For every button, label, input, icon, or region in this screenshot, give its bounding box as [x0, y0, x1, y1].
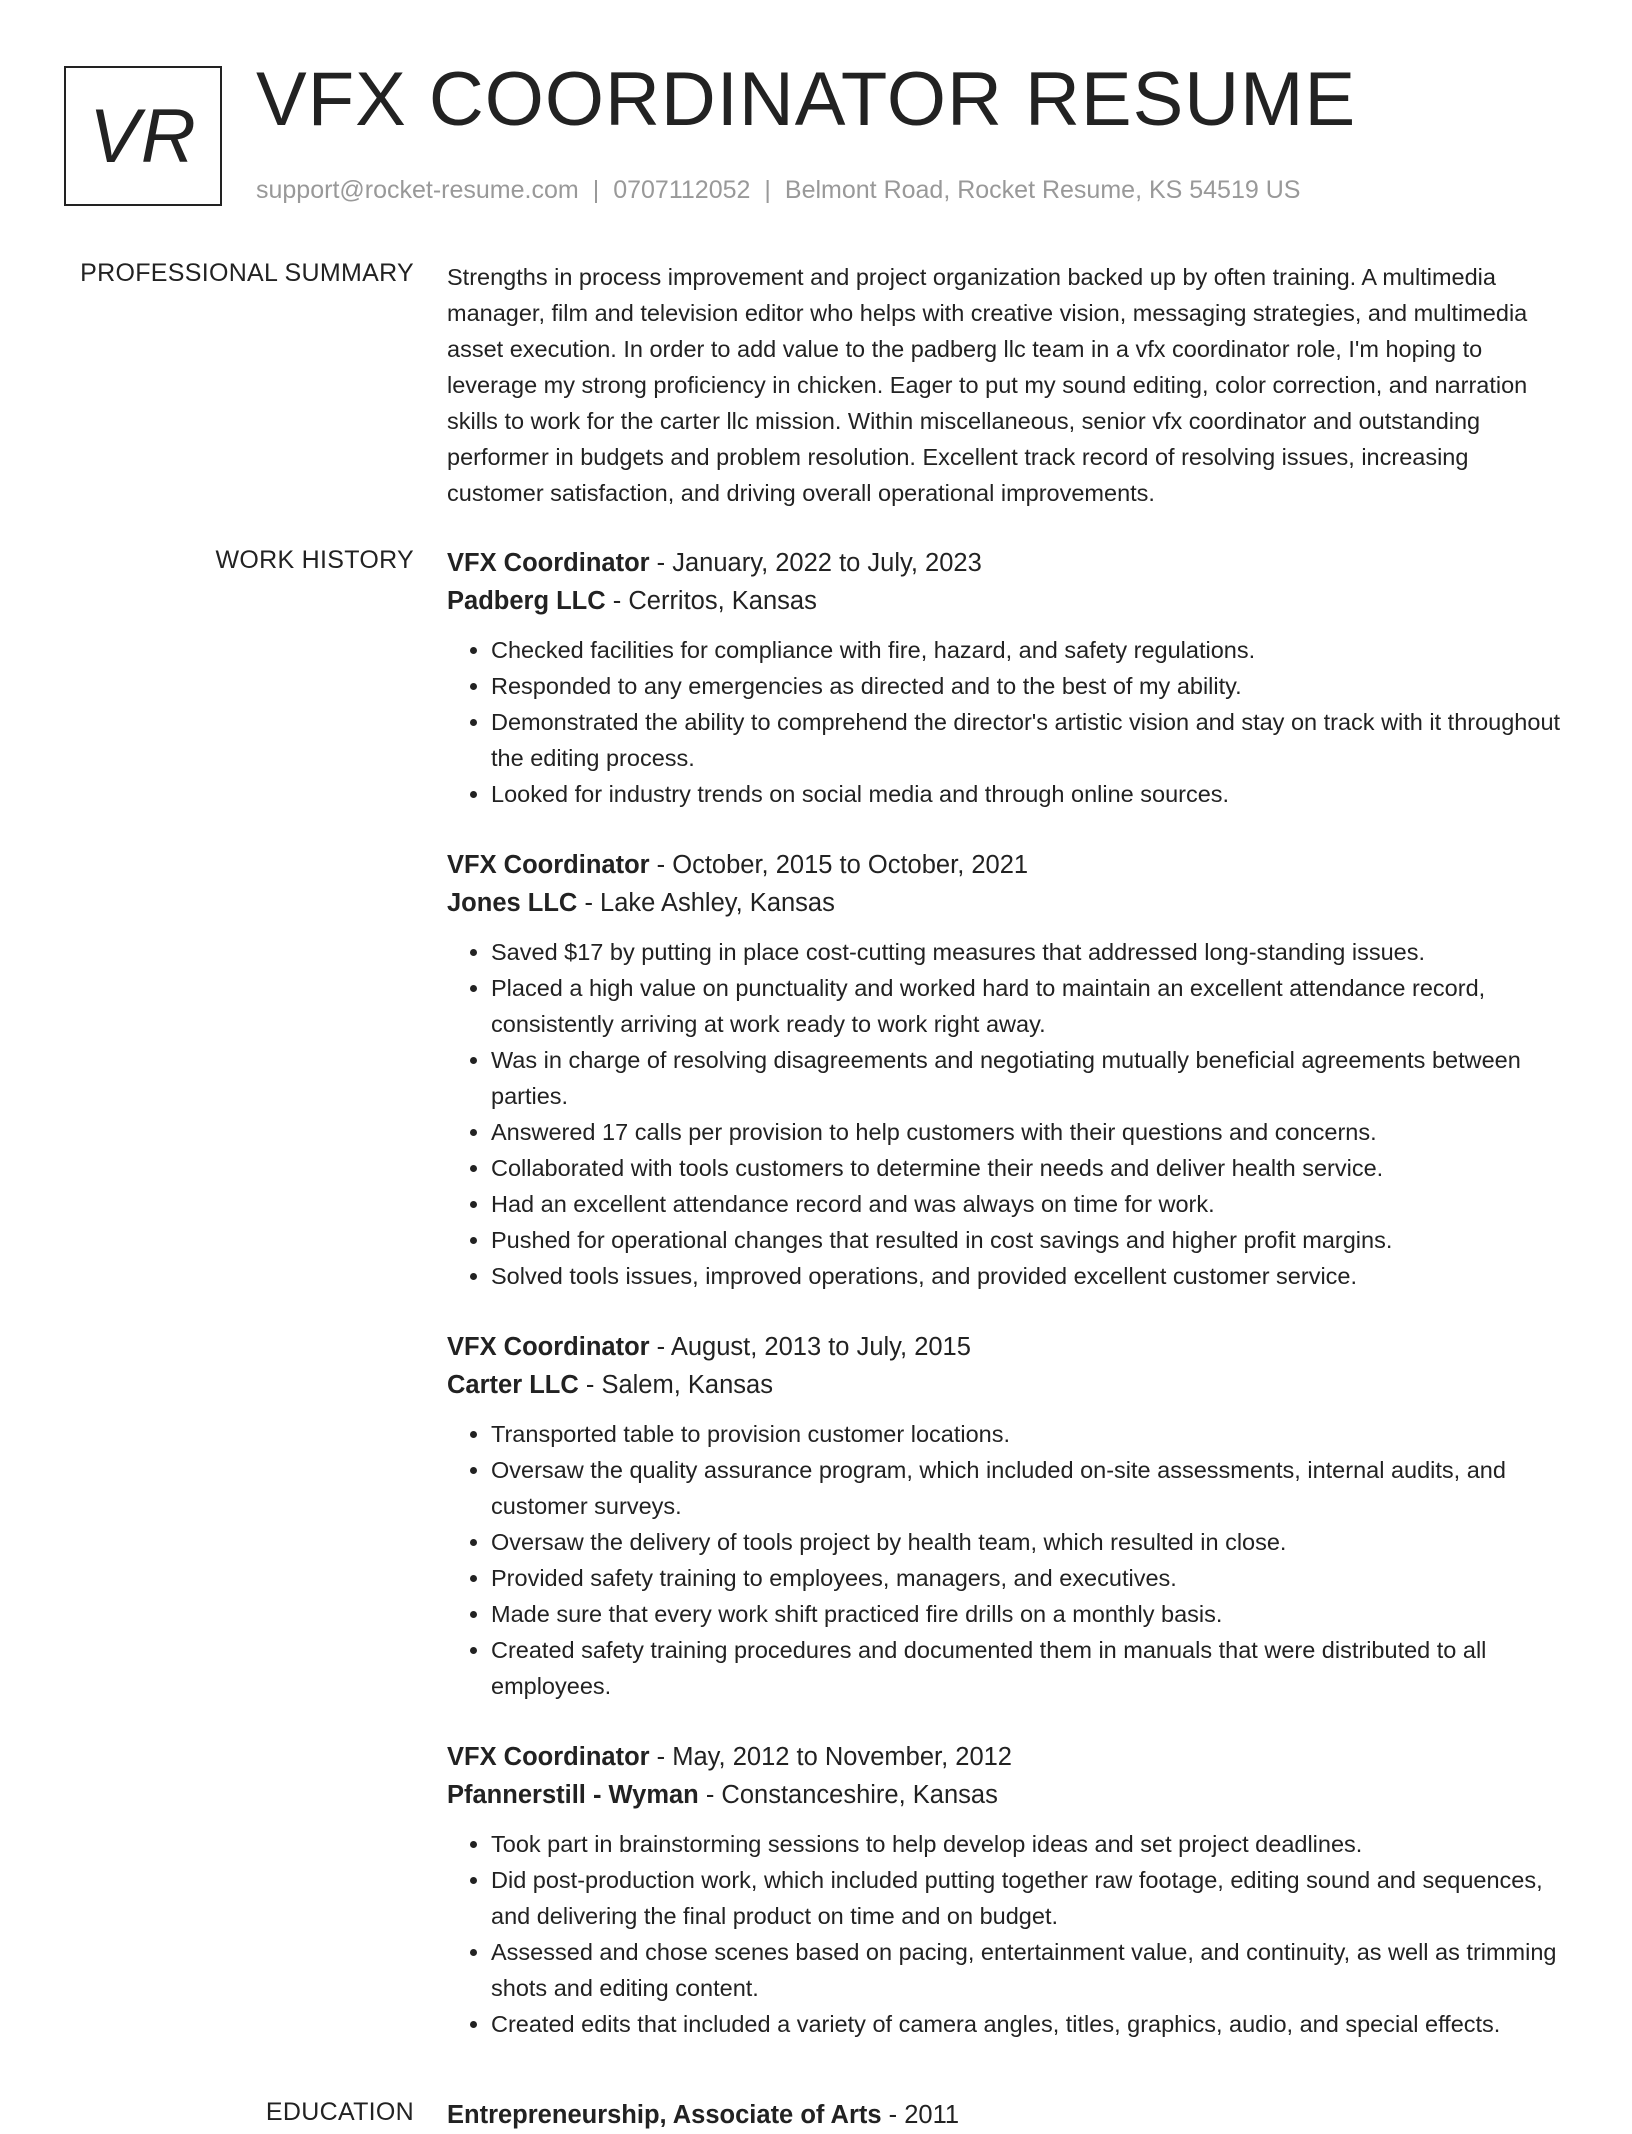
job-bullet: • Transported table to provision customer locations. — [491, 1416, 1567, 1452]
education-label: EDUCATION — [265, 2098, 414, 2126]
job-company: Padberg LLC — [447, 587, 606, 615]
job-bullet: • Answered 17 calls per provision to help customers with their questions and concerns. — [491, 1114, 1567, 1150]
job-bullet: • Created edits that included a variety of camera angles, titles, graphics, audio, and special effects. — [491, 2006, 1567, 2042]
job-bullet: • Checked facilities for compliance with fire, hazard, and safety regulations. — [491, 632, 1567, 668]
job-entry — [447, 1738, 1567, 2042]
job-bullet: • Created safety training procedures and documented them in manuals that were distributed to all employees. — [491, 1632, 1567, 1704]
job-bullet: • Provided safety training to employees, managers, and executives. — [491, 1560, 1567, 1596]
job-bullet: • Had an excellent attendance record and was always on time for work. — [491, 1186, 1567, 1222]
job-location: - Cerritos, Kansas — [605, 587, 817, 615]
job-bullet: • Saved $17 by putting in place cost-cutting measures that addressed long-standing issues. — [491, 934, 1567, 970]
job-dates: - October, 2015 to October, 2021 — [649, 851, 1029, 879]
job-company: Pfannerstill - Wyman — [447, 1781, 699, 1809]
job-location: - Constanceshire, Kansas — [698, 1781, 998, 1809]
job-company-line — [447, 884, 1567, 922]
job-title-line — [447, 1328, 1567, 1366]
education-year: - 2011 — [881, 2101, 960, 2129]
job-company-line — [447, 582, 1567, 620]
job-title: VFX Coordinator — [447, 1333, 650, 1361]
monogram-initials: VR — [89, 93, 197, 179]
job-bullet: • Took part in brainstorming sessions to help develop ideas and set project deadlines. — [491, 1826, 1567, 1862]
resume-title: VFX COORDINATOR RESUME — [256, 57, 1357, 142]
job-bullet: • Oversaw the quality assurance program, which included on-site assessments, internal audits, and customer surveys. — [491, 1452, 1567, 1524]
job-bullet: • Solved tools issues, improved operations, and provided excellent customer service. — [491, 1258, 1567, 1294]
job-entry — [447, 1328, 1567, 1704]
work-history-body — [447, 544, 1567, 2076]
job-bullet: • Did post-production work, which included putting together raw footage, editing sound and sequences, and delivering the final product on time and on budget. — [491, 1862, 1567, 1934]
job-bullet: • Demonstrated the ability to comprehend the director's artistic vision and stay on track with it throughout the editing process. — [491, 704, 1567, 776]
education-body — [447, 2096, 1567, 2134]
summary-label: PROFESSIONAL SUMMARY — [80, 259, 414, 287]
contact-email: support@rocket-resume.com — [256, 176, 579, 204]
job-bullet: • Collaborated with tools customers to determine their needs and deliver health service. — [491, 1150, 1567, 1186]
job-bullet-list — [447, 1416, 1567, 1704]
job-title-line — [447, 544, 1567, 582]
job-dates: - January, 2022 to July, 2023 — [649, 549, 982, 577]
job-dates: - May, 2012 to November, 2012 — [649, 1743, 1012, 1771]
job-company-line — [447, 1776, 1567, 1814]
education-entry — [447, 2096, 1567, 2134]
contact-separator: | — [592, 176, 600, 204]
contact-address: Belmont Road, Rocket Resume, KS 54519 US — [784, 176, 1301, 204]
contact-phone: 0707112052 — [613, 176, 751, 204]
work-history-label: WORK HISTORY — [215, 546, 414, 574]
job-title-line — [447, 1738, 1567, 1776]
job-bullet-list — [447, 632, 1567, 812]
job-bullet: • Looked for industry trends on social media and through online sources. — [491, 776, 1567, 812]
job-bullet: • Was in charge of resolving disagreements and negotiating mutually beneficial agreements between parties. — [491, 1042, 1567, 1114]
job-bullet: • Made sure that every work shift practiced fire drills on a monthly basis. — [491, 1596, 1567, 1632]
job-title: VFX Coordinator — [447, 549, 650, 577]
job-dates: - August, 2013 to July, 2015 — [649, 1333, 971, 1361]
job-entry — [447, 846, 1567, 1294]
job-company: Carter LLC — [447, 1371, 579, 1399]
summary-text: Strengths in process improvement and project organization backed up by often training. A multimedia manager, film and television editor who helps with creative vision, messaging strategies, and multimedia asset execution. In order to add value to the padberg llc team in a vfx coordinator role, I'm hoping to leverage my strong proficiency in chicken. Eager to put my sound editing, color correction, and narration skills to work for the carter llc mission. Within miscellaneous, senior vfx coordinator and outstanding performer in budgets and problem resolution. Excellent track record of resolving issues, increasing customer satisfaction, and driving overall operational improvements. — [447, 264, 1528, 506]
job-bullet: • Assessed and chose scenes based on pacing, entertainment value, and continuity, as well as trimming shots and editing content. — [491, 1934, 1567, 2006]
job-title: VFX Coordinator — [447, 851, 650, 879]
job-title: VFX Coordinator — [447, 1743, 650, 1771]
job-company-line — [447, 1366, 1567, 1404]
job-bullet: • Responded to any emergencies as directed and to the best of my ability. — [491, 668, 1567, 704]
job-company: Jones LLC — [447, 889, 578, 917]
contact-line — [256, 176, 1300, 205]
job-location: - Salem, Kansas — [578, 1371, 773, 1399]
job-bullet: • Oversaw the delivery of tools project by health team, which resulted in close. — [491, 1524, 1567, 1560]
monogram-box — [64, 66, 222, 206]
job-bullet-list — [447, 1826, 1567, 2042]
job-bullet: • Placed a high value on punctuality and worked hard to maintain an excellent attendance record, consistently arriving at work ready to work right away. — [491, 970, 1567, 1042]
job-bullet: • Pushed for operational changes that resulted in cost savings and higher profit margins. — [491, 1222, 1567, 1258]
job-bullet-list — [447, 934, 1567, 1294]
job-entry — [447, 544, 1567, 812]
job-location: - Lake Ashley, Kansas — [577, 889, 835, 917]
education-degree: Entrepreneurship, Associate of Arts — [447, 2101, 882, 2129]
summary-body — [447, 259, 1567, 511]
job-title-line — [447, 846, 1567, 884]
contact-separator: | — [764, 176, 771, 204]
